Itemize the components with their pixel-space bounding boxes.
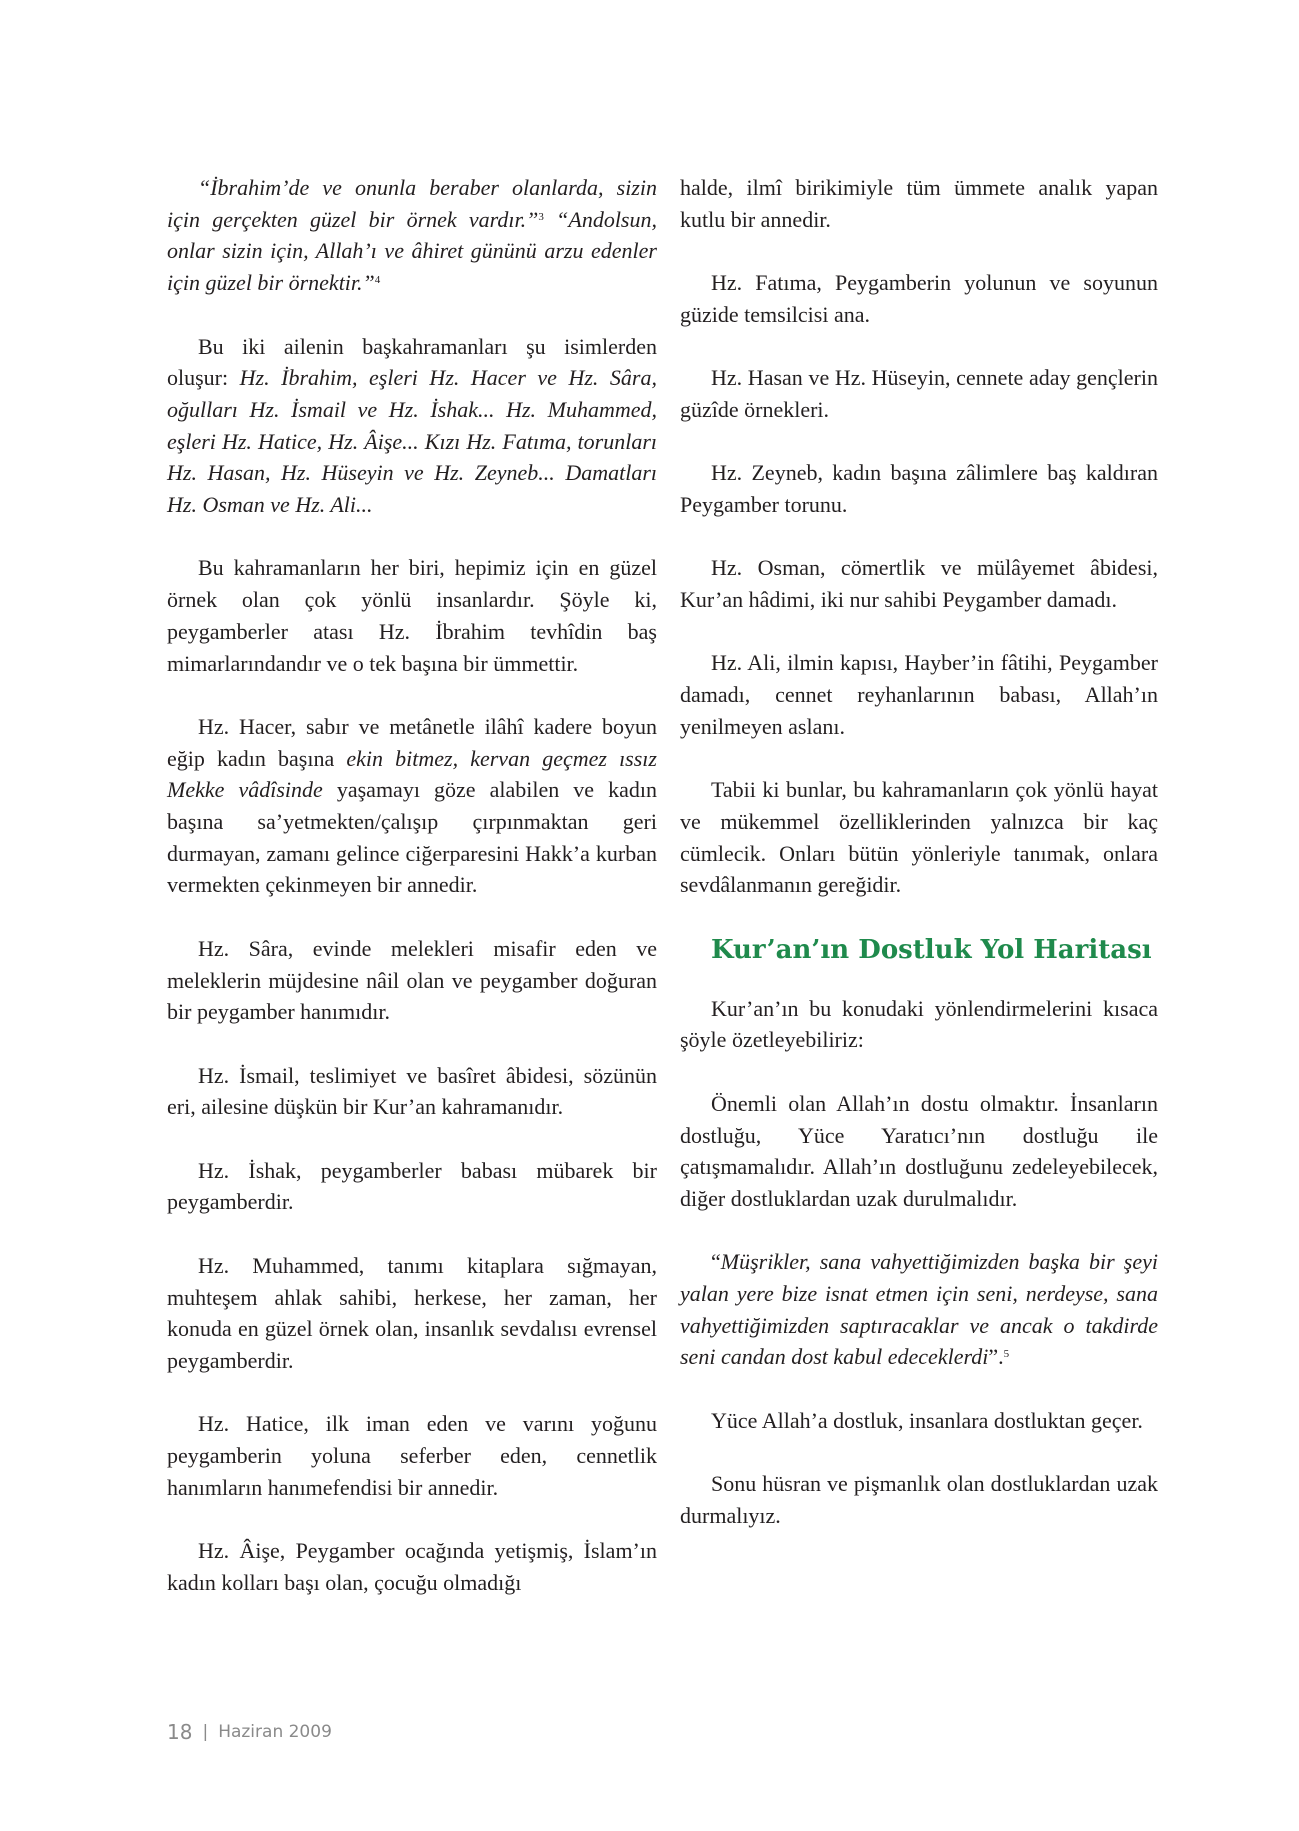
footnote-ref-4[interactable]: 4 [374,274,381,287]
right-column [680,172,1158,1563]
quote-paragraph: “İbrahim’de ve onunla beraber olanlarda, sizin için gerçekten güzel bir örnek vardır.”$^3$ “Andolsun, onlar sizin için, Allah’ı ve âhiret gününü arzu edenler için güzel bir örnektir.”$^4$ [167,175,657,296]
quote-paragraph: “Müşrikler, sana vahyettiğimizden başka bir şeyi yalan yere bize isnat etmen için seni, nerdeyse, sana vahyettiğimizden saptıracaklar ve ancak o takdirde seni candan dost kabul edeceklerdi”.$^5$ [680,1249,1158,1370]
body-paragraph: Hz. Fatıma, Peygamberin yolunun ve soyunun güzide temsilcisi ana. [680,270,1158,327]
body-paragraph: Önemli olan Allah’ın dostu olmaktır. İnsanların dostluğu, Yüce Yaratıcı’nın dostluğu ile çatışmamalıdır. Allah’ın dostluğunu zedeleyebilecek, diğer dostluklardan uzak durulmalıdır. [680,1090,1158,1211]
body-paragraph: Hz. Ali, ilmin kapısı, Hayber’in fâtihi, Peygamber damadı, cennet reyhanlarının babası, Allah’ın yenilmeyen aslanı. [680,650,1158,739]
issue-date: Haziran 2009 [218,1722,332,1742]
body-paragraph: Yüce Allah’a dostluk, insanlara dostluktan geçer. [711,1407,1143,1433]
body-paragraph: halde, ilmî birikimiyle tüm ümmete analık yapan kutlu bir annedir. [680,175,1158,232]
section-heading: Kur’an’ın Dostluk Yol Haritası [711,934,1152,965]
footnote-ref-5[interactable]: 5 [1003,1348,1010,1361]
left-column [167,172,657,1630]
body-paragraph: Hz. Sâra, evinde melekleri misafir eden ve meleklerin müjdesine nâil olan ve peygamber doğuran bir peygamber hanımıdır. [167,935,657,1025]
body-paragraph: Hz. Zeyneb, kadın başına zâlimlere baş kaldıran Peygamber torunu. [680,460,1158,517]
page-footer [167,1720,332,1744]
body-paragraph: Hz. Hatice, ilk iman eden ve varını yoğunu peygamberin yoluna seferber eden, cennetlik hanımların hanımefendisi bir annedir. [167,1411,657,1500]
body-paragraph: Bu kahramanların her biri, hepimiz için en güzel örnek olan çok yönlü insanlardır. Şöyle ki, peygamberler atası Hz. İbrahim tevhîdin baş mimarlarındandır ve o tek başına bir ümmettir. [167,555,657,676]
body-paragraph: Hz. İshak, peygamberler babası mübarek bir peygamberdir. [167,1157,657,1215]
body-paragraph: Tabii ki bunlar, bu kahramanların çok yönlü hayat ve mükemmel özelliklerinden yalnızca bir kaç cümlecik. Onları bütün yönleriyle tanımak, onlara sevdâlanmanın gereğidir. [680,777,1158,898]
body-paragraph: Hz. Osman, cömertlik ve mülâyemet âbidesi, Kur’an hâdimi, iki nur sahibi Peygamber damadı. [680,555,1158,613]
footnote-ref-3[interactable]: 3 [538,210,544,223]
footer-separator: | [202,1722,209,1742]
body-paragraph: Sonu hüsran ve pişmanlık olan dostluklardan uzak durmalıyız. [680,1471,1158,1528]
body-paragraph: Bu iki ailenin başkahramanları şu isimlerden oluşur: Hz. İbrahim, eşleri Hz. Hacer ve Hz. Sâra, oğulları Hz. İsmail ve Hz. İshak... Hz. Muhammed, eşleri Hz. Hatice, Hz. Âişe... Kızı Hz. Fatıma, torunları Hz. Hasan, Hz. Hüseyin ve Hz. Zeyneb... Damatları Hz. Osman ve Hz. Ali... [167,333,657,518]
page-number: 18 [167,1720,193,1744]
body-paragraph: Kur’an’ın bu konudaki yönlendirmelerini kısaca şöyle özetleyebiliriz: [680,995,1158,1053]
body-paragraph: Hz. Hasan ve Hz. Hüseyin, cennete aday gençlerin güzîde örnekleri. [680,365,1158,422]
body-paragraph: Hz. Hacer, sabır ve metânetle ilâhî kadere boyun eğip kadın başına ekin bitmez, kervan geçmez ıssız Mekke vâdîsinde yaşamayı göze alabilen ve kadın başına sa’yetmekten/çalışıp çırpınmaktan geri durmayan, zamanı gelince ciğerparesini Hakk’a kurban vermekten çekinmeyen bir annedir. [167,713,658,898]
body-paragraph: Hz. İsmail, teslimiyet ve basîret âbidesi, sözünün eri, ailesine düşkün bir Kur’an kahramanıdır. [167,1062,657,1120]
body-paragraph: Hz. Muhammed, tanımı kitaplara sığmayan, muhteşem ahlak sahibi, herkese, her zaman, her konuda en güzel örnek olan, insanlık sevdalısı evrensel peygamberdir. [167,1252,657,1373]
body-paragraph: Hz. Âişe, Peygamber ocağında yetişmiş, İslam’ın kadın kolları başı olan, çocuğu olmadığı [167,1538,657,1595]
